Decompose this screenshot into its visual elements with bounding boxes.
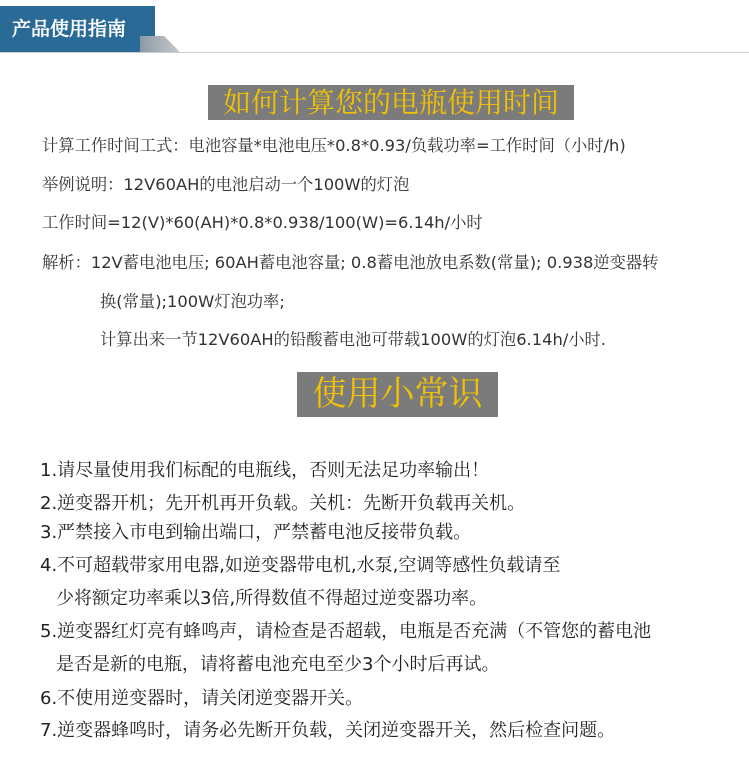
tip-item-3: 3.严禁接入市电到输出端口，严禁蓄电池反接带负载。	[40, 522, 472, 543]
work-time-line: 工作时间=12(V)*60(AH)*0.8*0.938/100(W)=6.14h/小时	[42, 213, 483, 232]
header-divider	[0, 52, 749, 53]
tip-item-1: 1.请尽量使用我们标配的电瓶线，否则无法足功率输出！	[40, 460, 490, 481]
header-title: 产品使用指南	[12, 18, 127, 40]
analysis-line-cont: 换(常量);100W灯泡功率;	[100, 292, 285, 311]
battery-time-banner: 如何计算您的电瓶使用时间	[208, 85, 574, 120]
tip-item-5: 5.逆变器红灯亮有蜂鸣声，请检查是否超载，电瓶是否充满（不管您的蓄电池	[40, 621, 652, 642]
formula-line: 计算工作时间工式：电池容量*电池电压*0.8*0.93/负载功率=工作时间（小时/h)	[42, 136, 626, 155]
usage-tips-banner: 使用小常识	[297, 372, 498, 417]
example-line: 举例说明：12V60AH的电池启动一个100W的灯泡	[42, 175, 410, 194]
tip-item-4: 4.不可超载带家用电器,如逆变器带电机,水泵,空调等感性负载请至	[40, 555, 561, 576]
tip-item-2: 2.逆变器开机；先开机再开负载。关机：先断开负载再关机。	[40, 493, 526, 514]
header-tab-shadow	[140, 36, 180, 52]
analysis-line: 解析：12V蓄电池电压; 60AH蓄电池容量; 0.8蓄电池放电系数(常量); 0.938逆变器转	[42, 253, 659, 272]
tip-item-5-cont: 是否是新的电瓶，请将蓄电池充电至少3个小时后再试。	[56, 654, 500, 675]
section-header-tab	[0, 6, 155, 52]
tip-item-7: 7.逆变器蜂鸣时，请务必先断开负载，关闭逆变器开关，然后检查问题。	[40, 720, 616, 741]
result-line: 计算出来一节12V60AH的铅酸蓄电池可带载100W的灯泡6.14h/小时.	[100, 330, 606, 349]
tip-item-6: 6.不使用逆变器时，请关闭逆变器开关。	[40, 688, 364, 709]
tip-item-4-cont: 少将额定功率乘以3倍,所得数值不得超过逆变器功率。	[56, 588, 488, 609]
